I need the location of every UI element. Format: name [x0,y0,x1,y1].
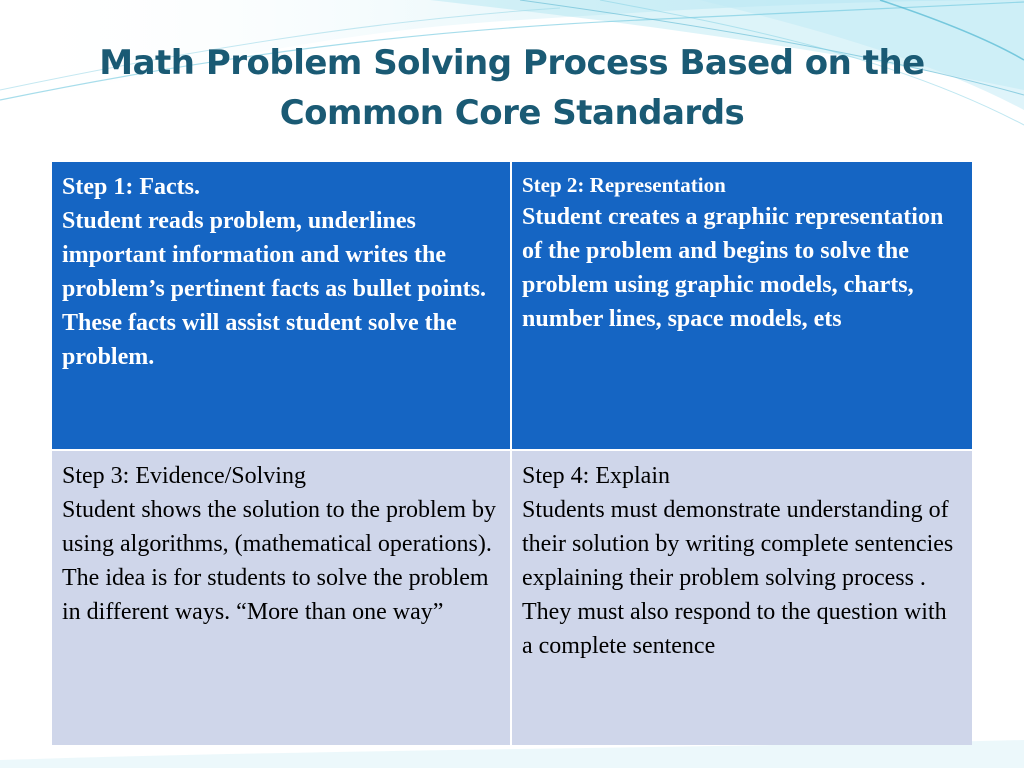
step3-cell [52,451,512,745]
step3-text: Student shows the solution to the problem by using algorithms, (mathematical operations). The idea is for students to solve the problem in different ways. “More than one way” [62,497,496,625]
title-line-1: Math Problem Solving Process Based on the [99,43,925,83]
step3-heading: Step 3: Evidence/Solving [62,463,306,489]
title-line-2: Common Core Standards [279,93,745,133]
step1-heading: Step 1: Facts. [62,174,200,200]
step2-heading: Step 2: Representation [522,173,726,197]
step4-text: Students must demonstrate understanding of their solution by writing complete sentencies explaining their problem solving process . They must also respond to the question with a complete sentence [522,497,954,659]
slide-title [60,38,964,138]
step4-heading: Step 4: Explain [522,463,670,489]
step2-text: Student creates a graphiic representation of the problem and begins to solve the problem using graphic models, charts, number lines, space models, ets [522,204,944,332]
step2-cell [512,162,972,451]
steps-table [52,162,972,745]
step1-cell [52,162,512,451]
step1-text: Student reads problem, underlines important information and writes the problem’s pertinent facts as bullet points. These facts will assist student solve the problem. [62,208,487,370]
step4-cell [512,451,972,745]
